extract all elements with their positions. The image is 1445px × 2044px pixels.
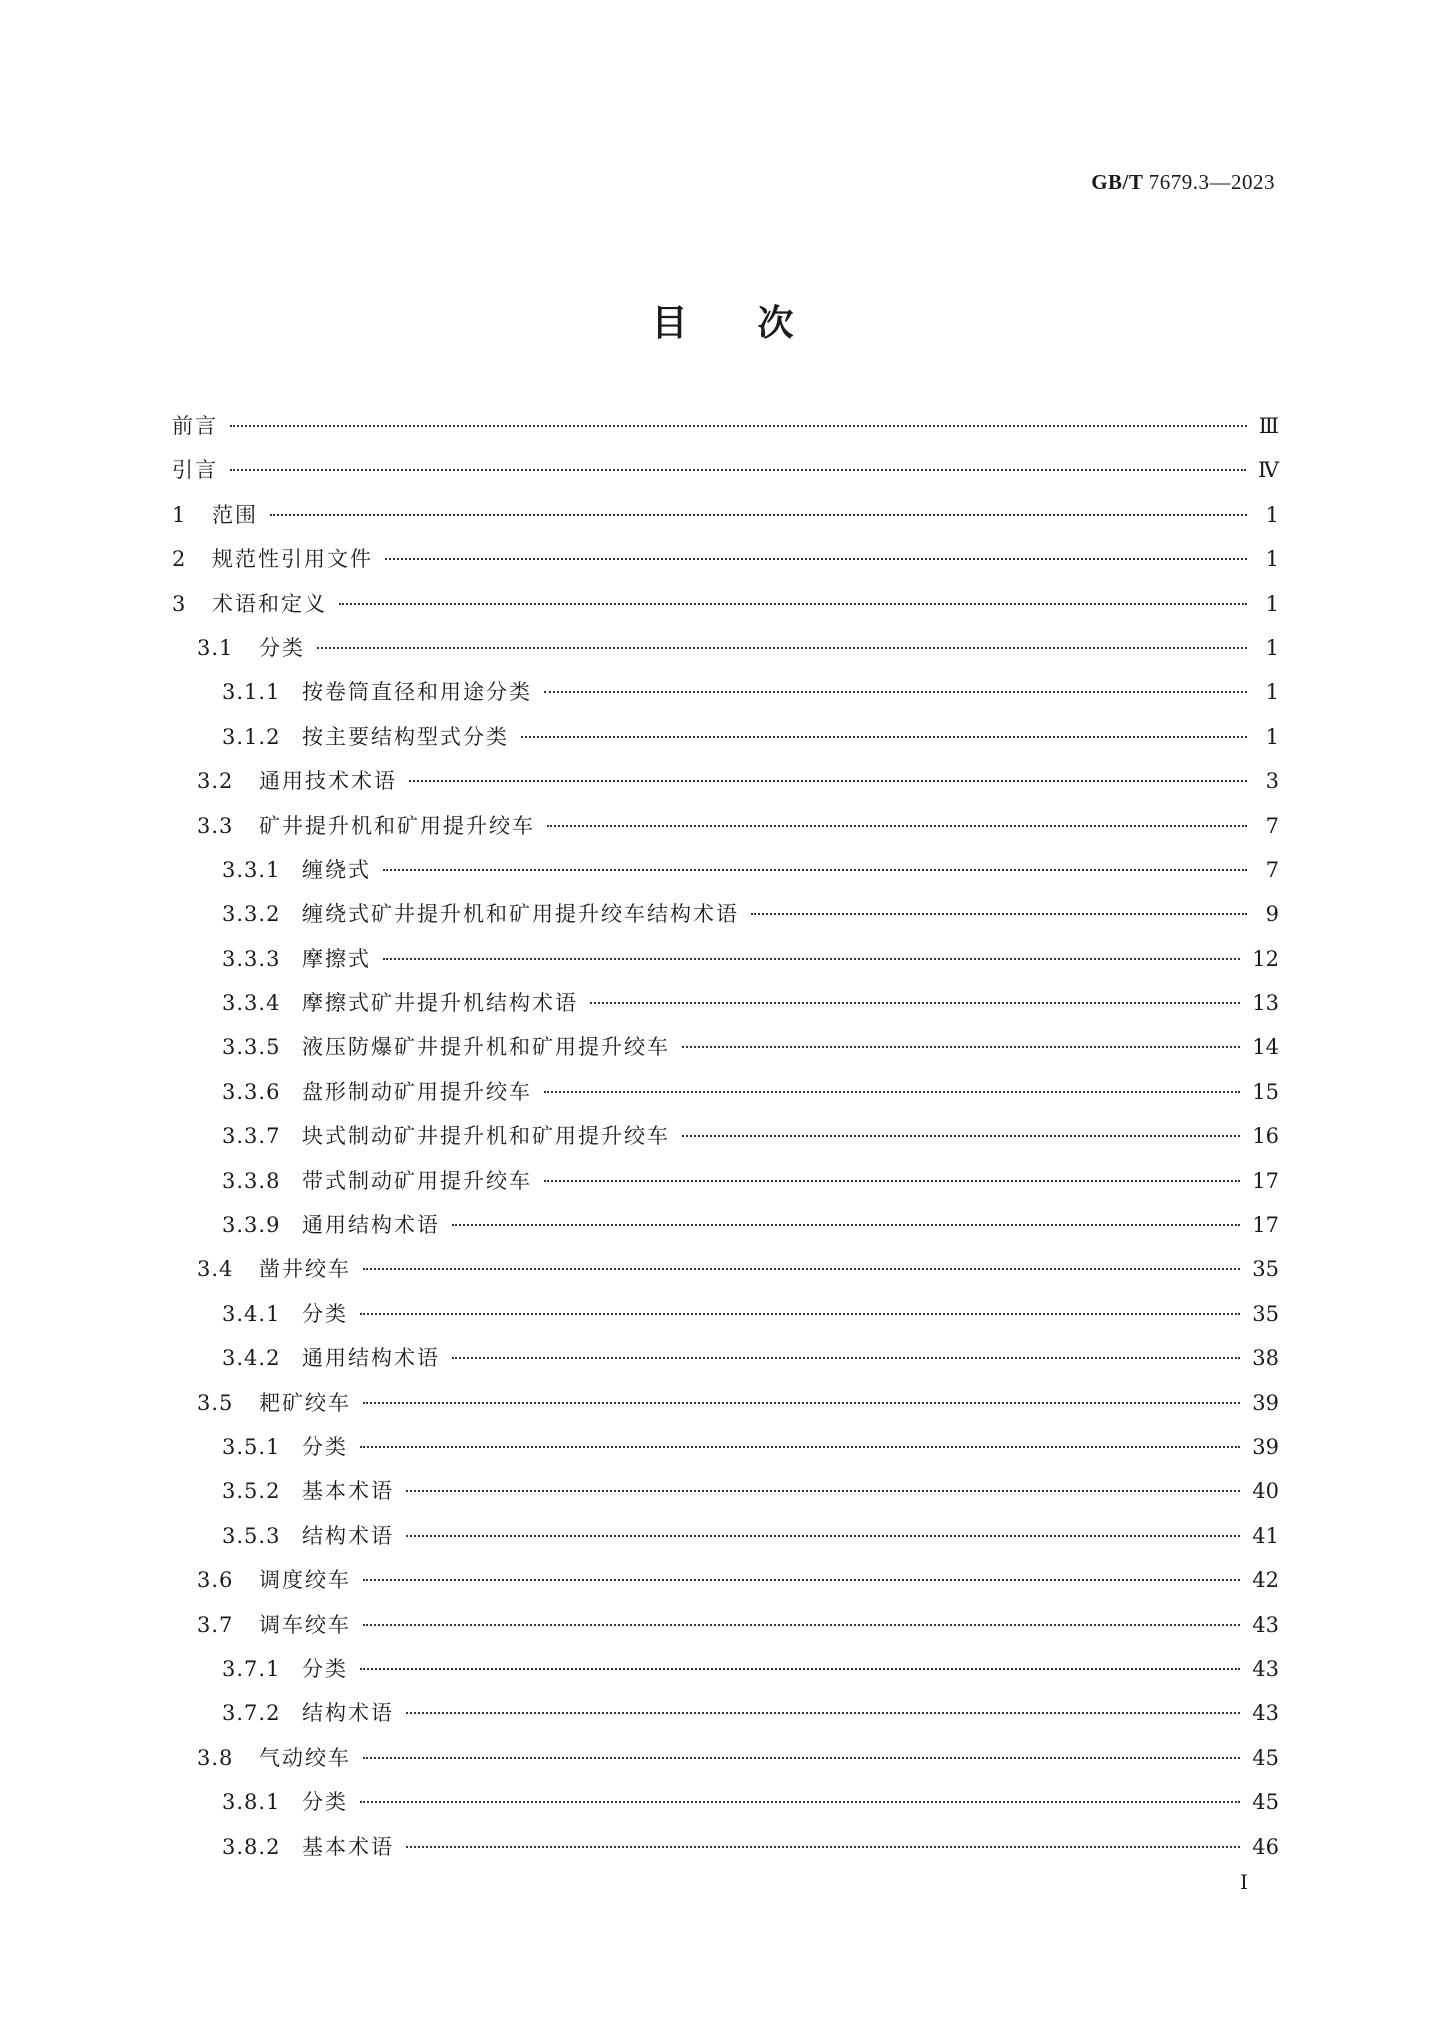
- toc-dot-leader: [360, 1801, 1240, 1803]
- toc-dot-leader: [383, 869, 1247, 871]
- toc-entry-page: 43: [1252, 1612, 1279, 1637]
- toc-entry[interactable]: [172, 1165, 1279, 1209]
- toc-entry-label: 通用结构术语: [302, 1213, 440, 1238]
- toc-dot-leader: [363, 1402, 1240, 1404]
- toc-entry[interactable]: [172, 1831, 1279, 1875]
- toc-entry[interactable]: [172, 632, 1279, 676]
- toc-dot-leader: [360, 1668, 1240, 1670]
- toc-entry-number: 3.8.2: [222, 1834, 281, 1859]
- toc-dot-leader: [360, 1446, 1240, 1448]
- toc-dot-leader: [360, 1313, 1240, 1315]
- toc-entry[interactable]: [172, 1609, 1279, 1653]
- toc-entry-page: 42: [1252, 1568, 1279, 1593]
- toc-entry-page: 15: [1252, 1079, 1279, 1104]
- toc-entry[interactable]: [172, 1209, 1279, 1253]
- toc-dot-leader: [544, 1091, 1240, 1093]
- toc-entry-number: 1: [172, 502, 187, 527]
- toc-entry[interactable]: [172, 1298, 1279, 1342]
- title-char-left: 目: [651, 303, 688, 344]
- toc-dot-leader: [363, 1624, 1240, 1626]
- toc-entry-number: 3.5.3: [222, 1523, 281, 1548]
- standard-code: [1091, 170, 1275, 195]
- toc-entry[interactable]: [172, 898, 1279, 942]
- toc-entry-page: 1: [1265, 680, 1279, 705]
- toc-dot-leader: [317, 647, 1247, 649]
- toc-entry-page: 17: [1252, 1213, 1279, 1238]
- toc-entry-number: 3.1: [197, 635, 234, 660]
- toc-entry-label: 基本术语: [302, 1834, 394, 1859]
- toc-entry[interactable]: [172, 1697, 1279, 1741]
- toc-entry[interactable]: [172, 543, 1279, 587]
- toc-entry[interactable]: [172, 676, 1279, 720]
- toc-entry[interactable]: [172, 1076, 1279, 1120]
- toc-entry[interactable]: [172, 987, 1279, 1031]
- toc-entry-label: 带式制动矿用提升绞车: [302, 1168, 532, 1193]
- toc-dot-leader: [590, 1002, 1240, 1004]
- toc-dot-leader: [682, 1135, 1240, 1137]
- toc-entry-number: 3.3.5: [222, 1035, 281, 1060]
- toc-entry-label: 结构术语: [302, 1701, 394, 1726]
- toc-entry-number: 3.6: [197, 1568, 234, 1593]
- toc-entry-page: 1: [1265, 502, 1279, 527]
- toc-entry-number: 3.5.2: [222, 1479, 281, 1504]
- toc-dot-leader: [751, 913, 1247, 915]
- toc-entry-label: 按卷筒直径和用途分类: [302, 680, 532, 705]
- toc-entry-label: 分类: [302, 1656, 348, 1681]
- toc-entry-label: 摩擦式: [302, 946, 371, 971]
- toc-dot-leader: [406, 1846, 1240, 1848]
- toc-dot-leader: [230, 469, 1246, 471]
- toc-entry-page: 41: [1252, 1523, 1279, 1548]
- toc-entry-page: 3: [1265, 769, 1279, 794]
- toc-entry[interactable]: [172, 721, 1279, 765]
- toc-entry-label: 规范性引用文件: [212, 547, 373, 572]
- toc-dot-leader: [363, 1579, 1240, 1581]
- toc-entry-page: 43: [1252, 1701, 1279, 1726]
- toc-entry-label: 摩擦式矿井提升机结构术语: [302, 991, 578, 1016]
- standard-number: 7679.3—2023: [1148, 170, 1275, 194]
- toc-entry-number: 3: [172, 591, 187, 616]
- toc-entry-label: 引言: [172, 458, 218, 483]
- toc-dot-leader: [230, 425, 1247, 427]
- toc-entry[interactable]: [172, 1742, 1279, 1786]
- toc-entry[interactable]: [172, 1031, 1279, 1075]
- table-of-contents: [172, 410, 1279, 1875]
- toc-entry-label: 调车绞车: [259, 1612, 351, 1637]
- toc-entry-number: 3.7.1: [222, 1656, 281, 1681]
- toc-entry-label: 凿井绞车: [259, 1257, 351, 1282]
- toc-entry[interactable]: [172, 1342, 1279, 1386]
- toc-entry-number: 3.3.3: [222, 946, 281, 971]
- toc-entry-page: 9: [1265, 902, 1279, 927]
- toc-dot-leader: [406, 1535, 1240, 1537]
- toc-dot-leader: [409, 780, 1247, 782]
- toc-entry[interactable]: [172, 1564, 1279, 1608]
- toc-entry-label: 缠绕式: [302, 857, 371, 882]
- toc-entry-page: 40: [1252, 1479, 1279, 1504]
- toc-dot-leader: [385, 558, 1247, 560]
- toc-entry-label: 矿井提升机和矿用提升绞车: [259, 813, 535, 838]
- toc-entry-label: 块式制动矿井提升机和矿用提升绞车: [302, 1124, 670, 1149]
- toc-entry-number: 3.7: [197, 1612, 234, 1637]
- toc-entry-number: 3.3.6: [222, 1079, 281, 1104]
- toc-entry-page: 13: [1252, 991, 1279, 1016]
- toc-entry-label: 基本术语: [302, 1479, 394, 1504]
- page-title: [0, 295, 1445, 346]
- toc-entry[interactable]: [172, 1253, 1279, 1297]
- toc-entry-number: 3.5: [197, 1390, 234, 1415]
- toc-entry[interactable]: [172, 1431, 1279, 1475]
- toc-entry[interactable]: [172, 1653, 1279, 1697]
- toc-entry-page: 1: [1265, 635, 1279, 660]
- toc-entry-label: 气动绞车: [259, 1745, 351, 1770]
- toc-entry-page: 46: [1252, 1834, 1279, 1859]
- toc-dot-leader: [406, 1490, 1240, 1492]
- toc-dot-leader: [544, 691, 1247, 693]
- toc-entry-number: 3.3: [197, 813, 234, 838]
- toc-dot-leader: [452, 1224, 1240, 1226]
- toc-dot-leader: [383, 958, 1240, 960]
- toc-dot-leader: [406, 1712, 1240, 1714]
- toc-dot-leader: [339, 603, 1247, 605]
- toc-entry-label: 前言: [172, 414, 218, 438]
- toc-entry-number: 3.2: [197, 769, 234, 794]
- toc-entry-label: 通用技术术语: [259, 769, 397, 794]
- toc-entry-page: 35: [1252, 1301, 1279, 1326]
- toc-entry-label: 按主要结构型式分类: [302, 724, 509, 749]
- toc-entry-page: 45: [1252, 1745, 1279, 1770]
- toc-entry[interactable]: [172, 854, 1279, 898]
- toc-entry[interactable]: [172, 454, 1279, 498]
- toc-entry[interactable]: [172, 499, 1279, 543]
- toc-entry[interactable]: [172, 588, 1279, 632]
- toc-entry[interactable]: [172, 943, 1279, 987]
- toc-entry-page: 35: [1252, 1257, 1279, 1282]
- toc-entry-label: 液压防爆矿井提升机和矿用提升绞车: [302, 1035, 670, 1060]
- toc-entry[interactable]: [172, 765, 1279, 809]
- toc-entry-number: 3.4.1: [222, 1301, 281, 1326]
- toc-dot-leader: [547, 825, 1247, 827]
- toc-entry-number: 3.3.2: [222, 902, 281, 927]
- toc-entry-label: 耙矿绞车: [259, 1390, 351, 1415]
- toc-dot-leader: [270, 514, 1247, 516]
- toc-entry-page: 38: [1252, 1346, 1279, 1371]
- toc-entry-number: 3.3.4: [222, 991, 281, 1016]
- toc-entry-page: 39: [1252, 1390, 1279, 1415]
- toc-entry-number: 3.7.2: [222, 1701, 281, 1726]
- toc-entry-number: 3.5.1: [222, 1434, 281, 1459]
- toc-entry[interactable]: [172, 1786, 1279, 1830]
- toc-entry-page: 7: [1265, 857, 1279, 882]
- toc-entry[interactable]: [172, 410, 1279, 454]
- toc-entry[interactable]: [172, 1520, 1279, 1564]
- toc-entry-number: 3.3.7: [222, 1124, 281, 1149]
- toc-entry-number: 3.8.1: [222, 1790, 281, 1815]
- toc-entry-label: 结构术语: [302, 1523, 394, 1548]
- toc-entry[interactable]: [172, 1387, 1279, 1431]
- toc-entry-label: 分类: [302, 1790, 348, 1815]
- toc-entry-page: Ⅳ: [1258, 458, 1279, 483]
- toc-entry-label: 范围: [212, 502, 258, 527]
- toc-entry-label: 盘形制动矿用提升绞车: [302, 1079, 532, 1104]
- toc-entry-label: 分类: [302, 1301, 348, 1326]
- toc-entry-page: 45: [1252, 1790, 1279, 1815]
- toc-entry-page: 43: [1252, 1656, 1279, 1681]
- toc-entry-number: 3.3.1: [222, 857, 281, 882]
- toc-entry-number: 3.4.2: [222, 1346, 281, 1371]
- toc-dot-leader: [544, 1180, 1240, 1182]
- toc-entry-number: 3.1.2: [222, 724, 281, 749]
- toc-entry-number: 3.8: [197, 1745, 234, 1770]
- standard-prefix: GB/T: [1091, 170, 1143, 194]
- title-char-right: 次: [757, 303, 794, 344]
- toc-entry-page: 16: [1252, 1124, 1279, 1149]
- page-number: I: [1240, 1870, 1248, 1894]
- toc-entry[interactable]: [172, 1120, 1279, 1164]
- toc-entry-number: 3.4: [197, 1257, 234, 1282]
- toc-entry-page: 1: [1265, 724, 1279, 749]
- toc-entry-page: 17: [1252, 1168, 1279, 1193]
- toc-entry-page: 12: [1252, 946, 1279, 971]
- toc-entry-number: 3.3.8: [222, 1168, 281, 1193]
- toc-dot-leader: [363, 1757, 1240, 1759]
- toc-dot-leader: [521, 736, 1247, 738]
- toc-entry-label: 缠绕式矿井提升机和矿用提升绞车结构术语: [302, 902, 739, 927]
- toc-dot-leader: [363, 1268, 1240, 1270]
- toc-entry-page: 1: [1265, 591, 1279, 616]
- toc-entry-page: 39: [1252, 1434, 1279, 1459]
- toc-entry-label: 分类: [259, 635, 305, 660]
- toc-entry-page: Ⅲ: [1258, 414, 1279, 438]
- toc-entry-label: 术语和定义: [212, 591, 327, 616]
- toc-entry-label: 通用结构术语: [302, 1346, 440, 1371]
- toc-entry-number: 2: [172, 547, 187, 572]
- toc-dot-leader: [682, 1046, 1240, 1048]
- toc-entry-number: 3.3.9: [222, 1213, 281, 1238]
- toc-entry-page: 1: [1265, 547, 1279, 572]
- toc-entry-label: 分类: [302, 1434, 348, 1459]
- toc-entry[interactable]: [172, 1475, 1279, 1519]
- toc-entry-page: 7: [1265, 813, 1279, 838]
- toc-entry-label: 调度绞车: [259, 1568, 351, 1593]
- toc-entry-page: 14: [1252, 1035, 1279, 1060]
- toc-entry-number: 3.1.1: [222, 680, 281, 705]
- toc-entry[interactable]: [172, 810, 1279, 854]
- toc-dot-leader: [452, 1357, 1240, 1359]
